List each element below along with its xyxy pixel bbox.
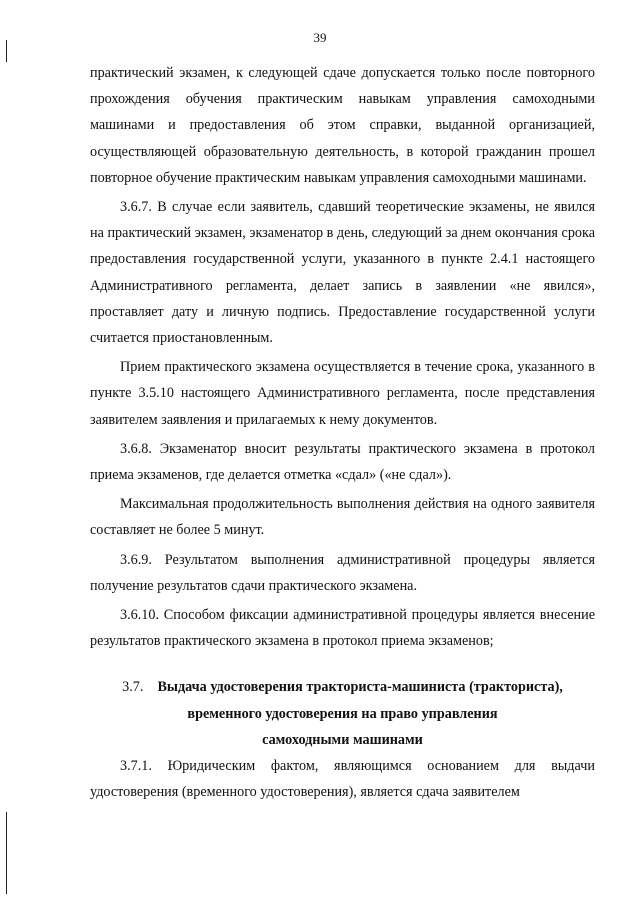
section-heading-line-1: [90, 674, 595, 700]
paragraph: 3.6.9. Результатом выполнения административной процедуры является получение результатов сдачи практического экзамена.: [90, 551, 595, 594]
paragraph: 3.7.1. Юридическим фактом, являющимся основанием для выдачи удостоверения (временного удостоверения), является сдача заявителем: [90, 758, 595, 801]
paragraph: Прием практического экзамена осуществляется в течение срока, указанного в пункте 3.5.10 настоящего Административного регламента, после представления заявителем заявления и прилагаемых к нему документов.: [90, 359, 595, 428]
section-heading-text: Выдача удостоверения тракториста-машиниста (тракториста),: [157, 679, 563, 696]
paragraph: 3.6.8. Экзаменатор вносит результаты практического экзамена в протокол приема экзаменов, где делается отметка «сдал» («не сдал»).: [90, 440, 595, 484]
paragraph: 3.6.7. В случае если заявитель, сдавший теоретические экзамены, не явился на практический экзамен, экзаменатор в день, следующий за днем окончания срока предоставления государственной услуги, указанного в пункте 2.4.1 настоящего Административного регламента, делает запись в заявлении «не явился», проставляет дату и личную подпись. Предоставление государственной услуги считается приостановленным.: [90, 199, 595, 347]
document-body: [90, 60, 595, 808]
paragraph: практический экзамен, к следующей сдаче допускается только после повторного прохождения обучения практическим навыкам управления самоходными машинами и предоставления об этом справки, выданной организацией, осуществляющей образовательную деятельность, в которой гражданин прошел повторное обучение практическим навыкам управления самоходными машинами.: [90, 65, 595, 186]
page-number: 39: [313, 30, 327, 45]
paragraph: Максимальная продолжительность выполнения действия на одного заявителя составляет не более 5 минут.: [90, 496, 595, 539]
paragraph: 3.6.10. Способом фиксации административной процедуры является внесение результатов практического экзамена в протокол приема экзаменов;: [90, 607, 595, 650]
section-heading: [90, 674, 595, 753]
section-heading-line-3: самоходными машинами: [262, 731, 423, 748]
section-number: 3.7.: [122, 679, 144, 696]
section-heading-line-2: временного удостоверения на право управления: [187, 705, 498, 722]
scan-edge-mark: [6, 812, 7, 894]
